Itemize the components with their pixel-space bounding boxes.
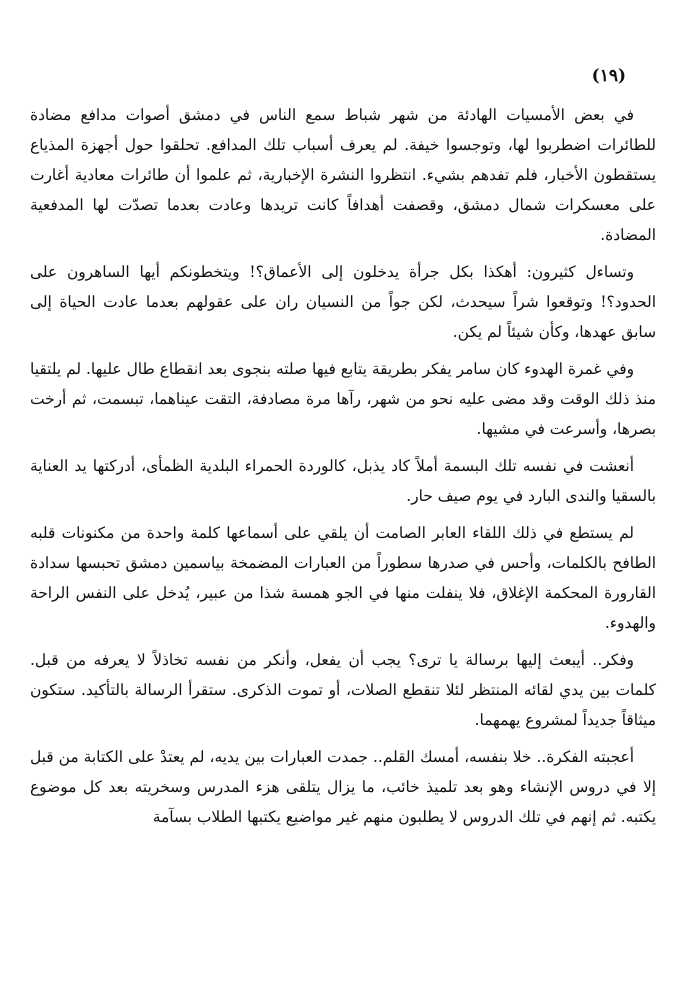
paragraph-6: وفكر.. أيبعث إليها برسالة يا ترى؟ يجب أن يفعل، وأنكر من نفسه تخاذلاً لا يعرفه من قبل. كلمات بين يدي لقائه المنتظر لئلا تنقطع الصلات، أو تموت الذكرى. ستقرأ الرسالة بالتأكيد. ستكون ميثاقاً جديداً لمشروع يهمهما. bbox=[30, 651, 656, 729]
paragraph-7: أعجبته الفكرة.. خلا بنفسه، أمسك القلم.. جمدت العبارات بين يديه، لم يعتدْ على الكتابة من قبل إلا في دروس الإنشاء وهو بعد تلميذ خائب، ما يزال يتلقى هزء المدرس وسخريته بعد كل موضوع يكتبه. ثم إنهم في تلك الدروس لا يطلبون منهم غير مواضيع يكتبها الطلاب بسآمة bbox=[30, 748, 656, 826]
paragraph-4: أنعشت في نفسه تلك البسمة أملاً كاد يذبل، كالوردة الحمراء البلدية الظمأى، أدركتها يد العناية بالسقيا والندى البارد في يوم صيف حار. bbox=[30, 457, 656, 505]
paragraph-1: في بعض الأمسيات الهادئة من شهر شباط سمع الناس في دمشق أصوات مدافع مضادة للطائرات اضطربوا لها، وتوجسوا خيفة. لم يعرف أسباب تلك المدافع. تحلقوا حول أجهزة المذياع يستقطون الأخبار، فلم تفدهم بشيء. انتظروا النشرة الإخبارية، ثم علموا أن طائرات معادية أغارت على معسكرات شمال دمشق، وقصفت أهدافاً كانت تريدها وعادت بعدما تصدّت لها المدفعية المضادة. bbox=[30, 106, 656, 244]
paragraph-2: وتساءل كثيرون: أهكذا بكل جرأة يدخلون إلى الأعماق؟! ويتخطونكم أيها الساهرون على الحدود؟! وتوقعوا شراً سيحدث، لكن جواً من النسيان ران على عقولهم بعدما عادت الحياة إلى سابق عهدها، وكأن شيئاً لم يكن. bbox=[30, 263, 656, 341]
paragraph-3: وفي غمرة الهدوء كان سامر يفكر بطريقة يتابع فيها صلته بنجوى بعد انقطاع طال عليها. لم يلتقيا منذ ذلك الوقت وقد مضى عليه نحو من شهر، رآها مرة مصادفة، التقت عيناهما، تبسمت، ثم أرخت بصرها، وأسرعت في مشيها. bbox=[30, 360, 656, 438]
paragraph-5: لم يستطع في ذلك اللقاء العابر الصامت أن يلقي على أسماعها كلمة واحدة من مكنونات قلبه الطافح بالكلمات، وأحس في صدرها سطوراً من العبارات المضمخة بياسمين دمشق تحبسها سدادة القارورة المحكمة الإغلاق، فلا ينفلت منها في الجو همسة شذا من عبير، يُدخل على النفس الراحة والهدوء. bbox=[30, 524, 656, 632]
chapter-number: (١٩) bbox=[591, 66, 626, 86]
chapter-body bbox=[30, 100, 656, 839]
